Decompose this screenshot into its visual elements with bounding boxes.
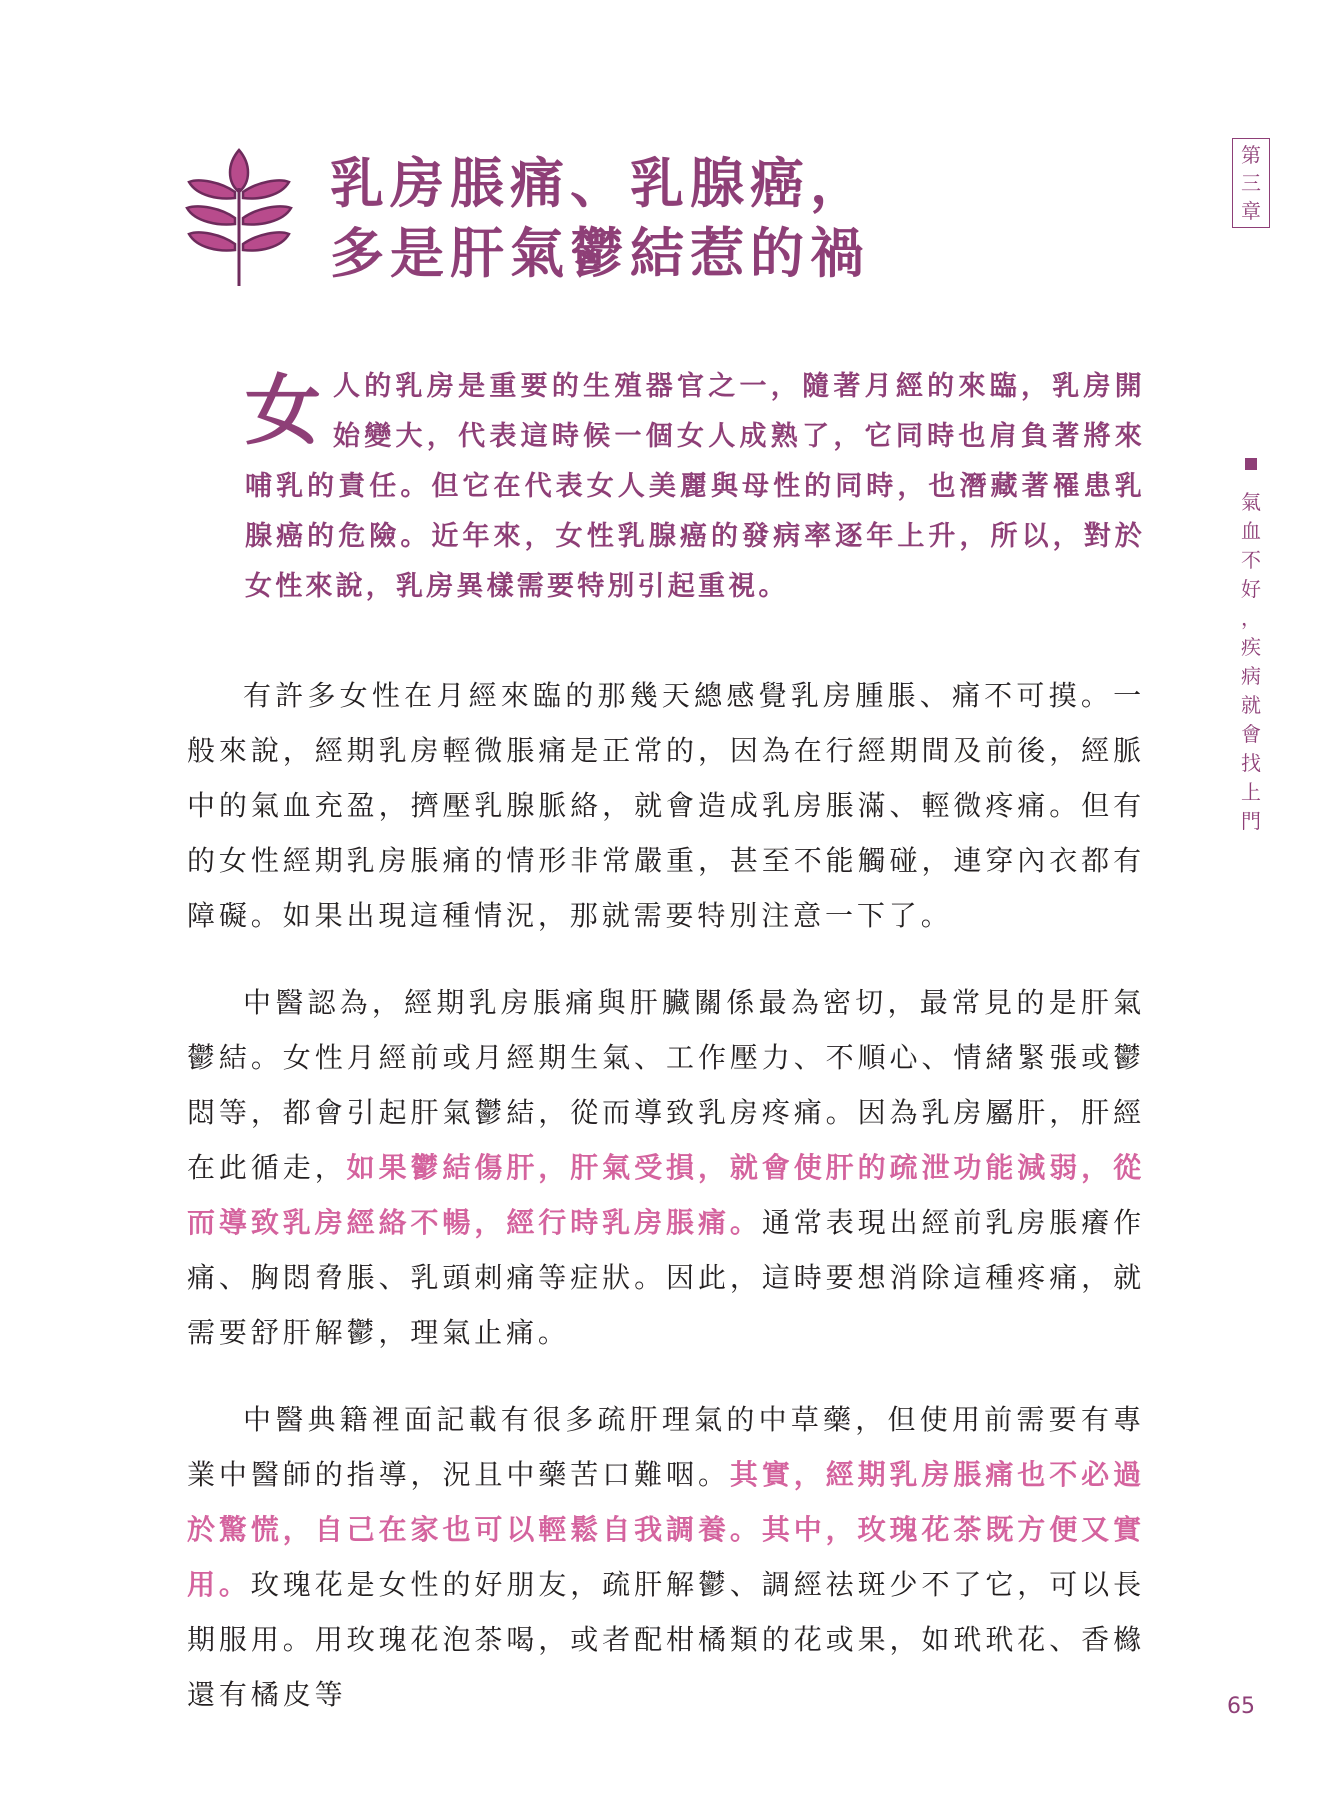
paragraph-text: 中醫認為，經期乳房脹痛與肝臟關係最為密切，最常見的是肝氣鬱結。女性月經前或月經期生氣、工作壓力、不順心、情緒緊張或鬱悶等，都會引起肝氣鬱結，從而導致乳房疼痛。因為乳房屬肝，肝經在此循走， bbox=[187, 986, 1145, 1184]
chapter-char: 第 bbox=[1241, 143, 1261, 167]
section-char: 門 bbox=[1241, 809, 1261, 833]
title-line-1: 乳房脹痛、乳腺癌， bbox=[330, 151, 870, 215]
section-char: ， bbox=[1241, 606, 1261, 630]
highlighted-text: 如果鬱結傷肝，肝氣受損，就會使肝的疏泄功能減弱，從而導致乳房經絡不暢，經行時乳房脹痛。 bbox=[187, 1151, 1145, 1239]
section-char: 會 bbox=[1241, 722, 1261, 746]
title-line-2: 多是肝氣鬱結惹的禍 bbox=[330, 221, 870, 285]
paragraph-3 bbox=[187, 1392, 1145, 1722]
chapter-char: 章 bbox=[1241, 199, 1261, 223]
section-char: 好 bbox=[1241, 577, 1261, 601]
paragraph-text: 中醫典籍裡面記載有很多疏肝理氣的中草藥，但使用前需要有專業中醫師的指導，況且中藥苦口難咽。 bbox=[187, 1403, 1145, 1491]
section-char: 病 bbox=[1241, 664, 1261, 688]
section-char: 就 bbox=[1241, 693, 1261, 717]
paragraph-text: 玫瑰花是女性的好朋友，疏肝解鬱、調經祛斑少不了它，可以長期服用。用玫瑰花泡茶喝，或者配柑橘類的花或果，如玳玳花、香櫞還有橘皮等 bbox=[187, 1568, 1145, 1711]
page-title bbox=[330, 148, 870, 288]
section-char: 上 bbox=[1241, 780, 1261, 804]
section-char: 不 bbox=[1241, 548, 1261, 572]
drop-cap: 女 bbox=[245, 366, 321, 455]
section-title-vertical bbox=[1238, 488, 1264, 836]
section-char: 血 bbox=[1241, 519, 1261, 543]
leaf-branch-icon bbox=[183, 148, 295, 288]
intro-paragraph bbox=[245, 362, 1145, 612]
chapter-char: 三 bbox=[1241, 171, 1261, 195]
paragraph-2 bbox=[187, 975, 1145, 1360]
chapter-label bbox=[1232, 138, 1270, 228]
section-marker-square bbox=[1245, 458, 1257, 470]
page-number: 65 bbox=[1227, 1694, 1255, 1719]
section-char: 氣 bbox=[1241, 490, 1261, 514]
section-char: 找 bbox=[1241, 751, 1261, 775]
body-text bbox=[187, 668, 1145, 1754]
section-char: 疾 bbox=[1241, 635, 1261, 659]
highlighted-text: 其實，經期乳房脹痛也不必過於驚慌，自己在家也可以輕鬆自我調養。其中，玫瑰花茶既方便又實用。 bbox=[187, 1458, 1145, 1601]
intro-text: 人的乳房是重要的生殖器官之一，隨著月經的來臨，乳房開始變大，代表這時候一個女人成熟了，它同時也肩負著將來哺乳的責任。但它在代表女人美麗與母性的同時，也潛藏著罹患乳腺癌的危險。近年來，女性乳腺癌的發病率逐年上升，所以，對於女性來說，乳房異樣需要特別引起重視。 bbox=[245, 371, 1145, 602]
paragraph-1: 有許多女性在月經來臨的那幾天總感覺乳房腫脹、痛不可摸。一般來說，經期乳房輕微脹痛是正常的，因為在行經期間及前後，經脈中的氣血充盈，擠壓乳腺脈絡，就會造成乳房脹滿、輕微疼痛。但有的女性經期乳房脹痛的情形非常嚴重，甚至不能觸碰，連穿內衣都有障礙。如果出現這種情況，那就需要特別注意一下了。 bbox=[187, 679, 1145, 932]
paragraph-text: 通常表現出經前乳房脹癢作痛、胸悶脅脹、乳頭刺痛等症狀。因此，這時要想消除這種疼痛，就需要舒肝解鬱，理氣止痛。 bbox=[187, 1206, 1146, 1349]
